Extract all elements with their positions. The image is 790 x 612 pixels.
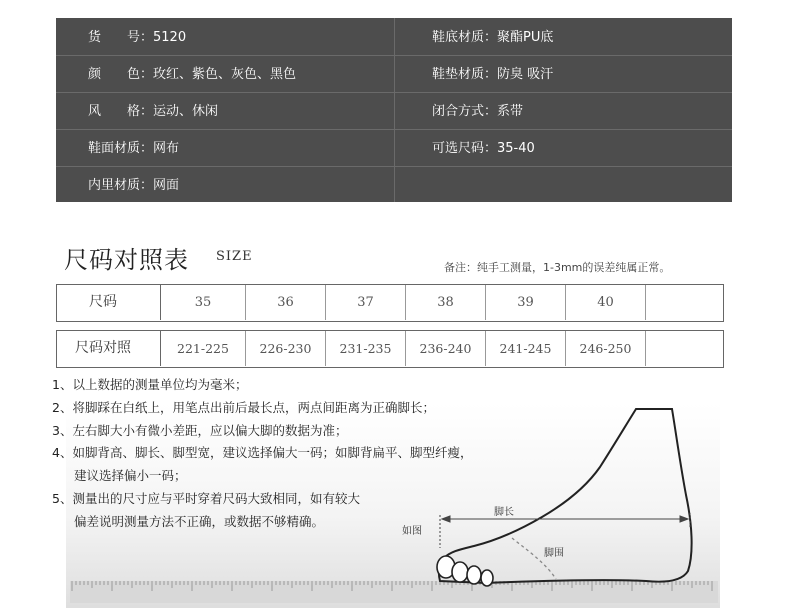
ruler <box>70 581 718 603</box>
size-cell <box>646 285 722 320</box>
size-cell: 37 <box>326 285 406 320</box>
spec-item-number: 货 号：5120 <box>88 30 187 45</box>
size-cell: 40 <box>566 285 646 320</box>
note-item: 建议选择偏小一码； <box>74 468 187 484</box>
note-item: 偏差说明测量方法不正确，或数据不够精确。 <box>74 513 325 529</box>
note-item: 5、测量出的尺寸应与平时穿着尺码大致相同，如有较大 <box>52 490 360 506</box>
size-cell: 38 <box>406 285 486 320</box>
size-cell: 221-225 <box>161 331 246 366</box>
foot-length-label: 脚长 <box>494 507 514 518</box>
spec-color: 颜 色：玫红、紫色、灰色、黑色 <box>88 67 297 82</box>
spec-row <box>56 18 732 56</box>
size-chart-note: 备注：纯手工测量，1-3mm的误差纯属正常。 <box>444 261 671 274</box>
size-cell: 231-235 <box>326 331 406 366</box>
spec-style: 风 格：运动、休闲 <box>88 104 219 119</box>
size-cell: 246-250 <box>566 331 646 366</box>
note-item: 1、以上数据的测量单位均为毫米； <box>52 377 248 392</box>
spec-row <box>56 166 732 203</box>
size-cell: 39 <box>486 285 566 320</box>
spec-upper-material: 鞋面材质：网布 <box>88 141 180 156</box>
size-chart-title: 尺码对照表 <box>64 246 189 274</box>
spec-row <box>56 55 732 93</box>
spec-lining-material: 内里材质：网面 <box>88 178 180 193</box>
size-cell: 241-245 <box>486 331 566 366</box>
note-item: 4、如脚背高、脚长、脚型宽，建议选择偏大一码；如脚背扁平、脚型纤瘦， <box>52 445 473 461</box>
product-spec-table <box>56 18 732 202</box>
size-cell <box>646 331 722 366</box>
size-row-label: 尺码 <box>57 285 161 320</box>
spec-sole-material: 鞋底材质：聚酯PU底 <box>432 30 554 45</box>
size-cell: 35 <box>161 285 246 320</box>
size-cell: 36 <box>246 285 326 320</box>
measurement-notes <box>52 374 512 534</box>
spec-available-sizes: 可选尺码：35-40 <box>432 141 535 156</box>
size-table-row <box>56 330 724 368</box>
spec-closure: 闭合方式：系带 <box>432 104 524 119</box>
size-row-label: 尺码对照 <box>57 331 161 366</box>
size-cell: 236-240 <box>406 331 486 366</box>
note-item: 3、左右脚大小有微小差距，应以偏大脚的数据为准； <box>52 422 348 438</box>
size-table-row <box>56 284 724 322</box>
spec-insole-material: 鞋垫材质：防臭 吸汗 <box>432 67 554 82</box>
spec-row <box>56 129 732 167</box>
size-chart-subtitle: SIZE <box>216 249 253 264</box>
note-item: 2、将脚踩在白纸上，用笔点出前后最长点，两点间距离为正确脚长； <box>52 399 435 415</box>
size-cell: 226-230 <box>246 331 326 366</box>
example-label: 如图 <box>402 526 422 537</box>
spec-row <box>56 92 732 130</box>
foot-girth-label: 脚围 <box>544 548 564 559</box>
